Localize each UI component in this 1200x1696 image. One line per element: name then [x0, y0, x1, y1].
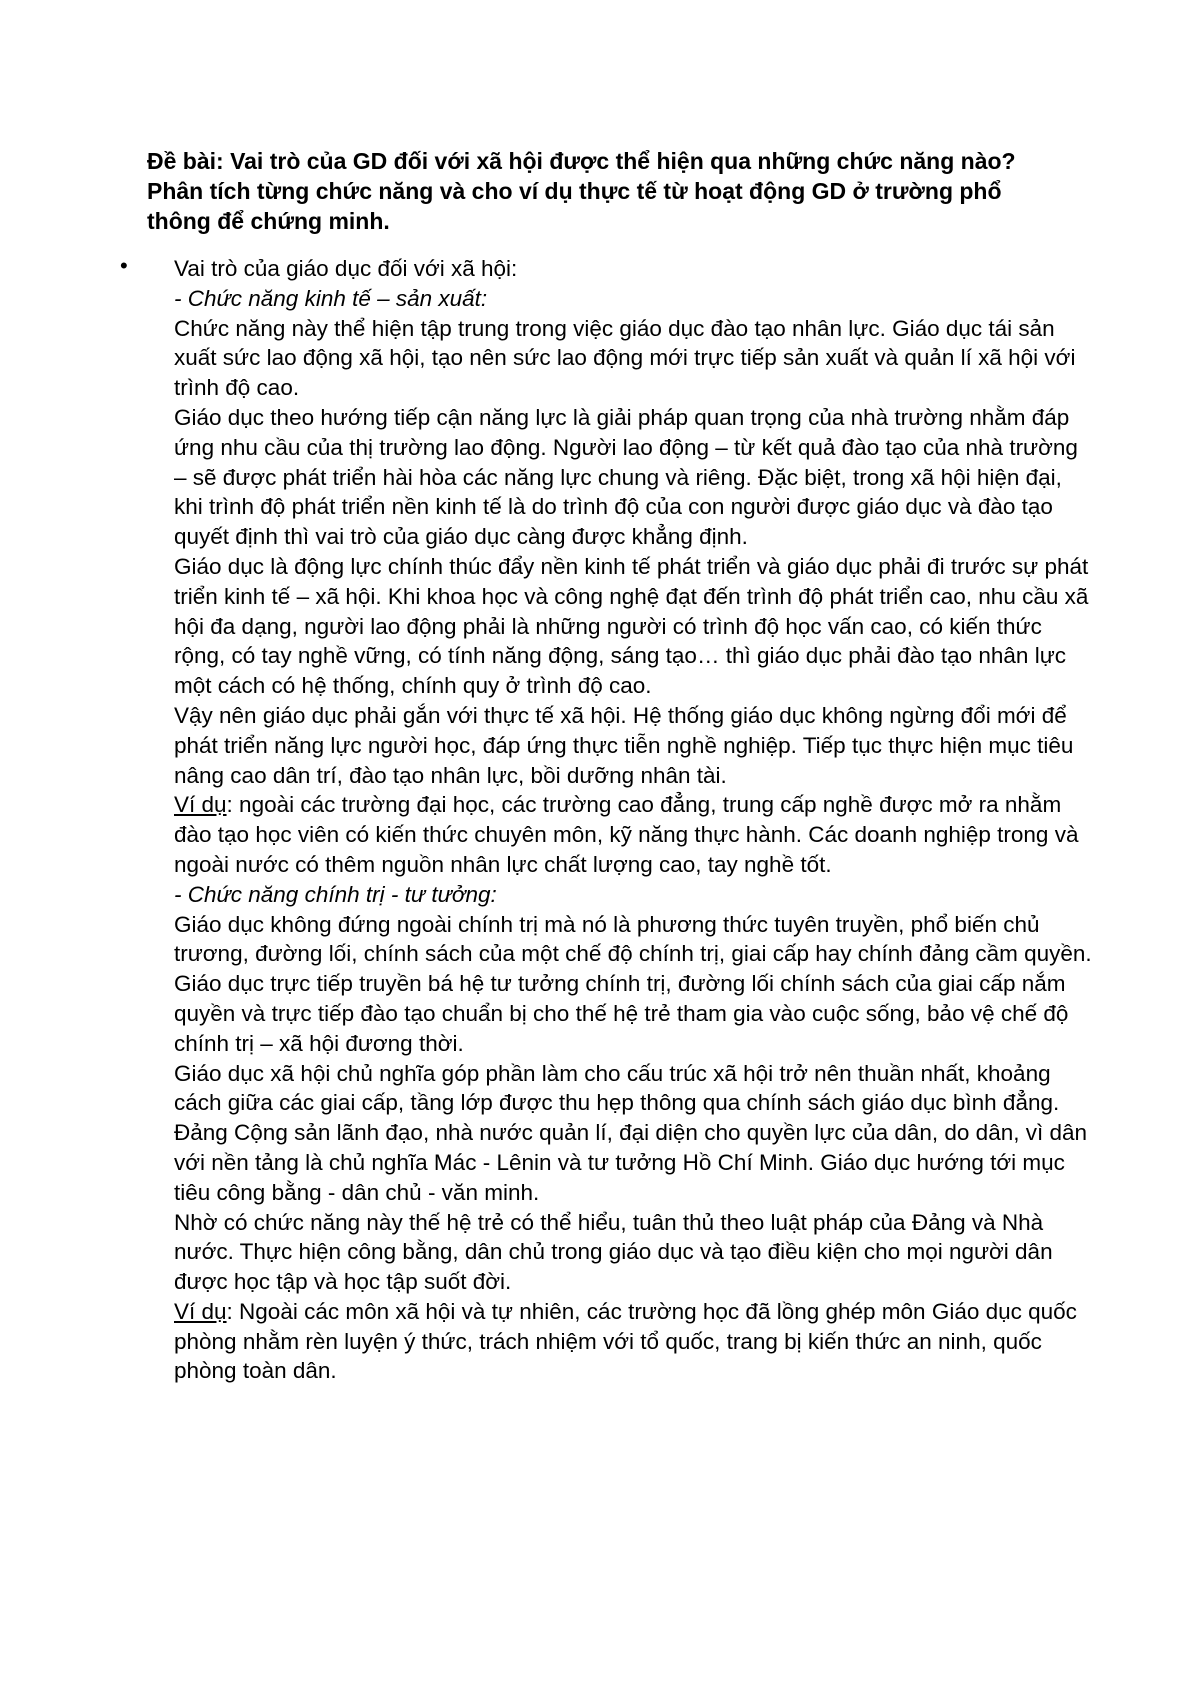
main-content [174, 254, 1094, 1386]
section-political-paragraph-3: Giáo dục xã hội chủ nghĩa góp phần làm cho cấu trúc xã hội trở nên thuần nhất, khoảng cách giữa các giai cấp, tầng lớp được thu hẹp thông qua chính sách giáo dục bình đẳng. [174, 1060, 1060, 1116]
bullet-marker: • [120, 253, 128, 278]
section-economic-paragraph-1: Chức năng này thể hiện tập trung trong việc giáo dục đào tạo nhân lực. Giáo dục tái sản xuất sức lao động xã hội, tạo nên sức lao động mới trực tiếp sản xuất và quản lí xã hội với trình độ cao. [174, 315, 1076, 401]
assignment-title: Đề bài: Vai trò của GD đối với xã hội được thể hiện qua những chức năng nào? Phân tích từng chức năng và cho ví dụ thực tế từ hoạt động GD ở trường phổ thông để chứng minh. [147, 148, 1016, 234]
section-political-heading: - Chức năng chính trị - tư tưởng: [174, 881, 497, 907]
section-economic-example [174, 790, 1094, 879]
section-political-example [174, 1297, 1094, 1386]
section-economic-heading: - Chức năng kinh tế – sản xuất: [174, 285, 488, 311]
section-economic-paragraph-2: Giáo dục theo hướng tiếp cận năng lực là giải pháp quan trọng của nhà trường nhằm đáp ứng nhu cầu của thị trường lao động. Người lao động – từ kết quả đào tạo của nhà trường – sẽ được phát triển hài hòa các năng lực chung và riêng. Đặc biệt, trong xã hội hiện đại, khi trình độ phát triển nền kinh tế là do trình độ của con người được giáo dục và đào tạo quyết định thì vai trò của giáo dục càng được khẳng định. [174, 404, 1078, 550]
section-political-paragraph-5: Nhờ có chức năng này thế hệ trẻ có thể hiểu, tuân thủ theo luật pháp của Đảng và Nhà nước. Thực hiện công bằng, dân chủ trong giáo dục và tạo điều kiện cho mọi người dân được học tập và học tập suốt đời. [174, 1209, 1053, 1295]
example-label: Ví dụ [174, 1298, 227, 1324]
section-political-paragraph-4: Đảng Cộng sản lãnh đạo, nhà nước quản lí, đại diện cho quyền lực của dân, do dân, vì dân với nền tảng là chủ nghĩa Mác - Lênin và tư tưởng Hồ Chí Minh. Giáo dục hướng tới mục tiêu công bằng - dân chủ - văn minh. [174, 1120, 1088, 1205]
section-economic-paragraph-4: Vậy nên giáo dục phải gắn với thực tế xã hội. Hệ thống giáo dục không ngừng đổi mới để phát triển năng lực người học, đáp ứng thực tiễn nghề nghiệp. Tiếp tục thực hiện mục tiêu nâng cao dân trí, đào tạo nhân lực, bồi dưỡng nhân tài. [174, 702, 1074, 788]
example-text: : ngoài các trường đại học, các trường cao đẳng, trung cấp nghề được mở ra nhằm đào tạo học viên có kiến thức chuyên môn, kỹ năng thực hành. Các doanh nghiệp trong và ngoài nước có thêm nguồn nhân lực chất lượng cao, tay nghề tốt. [174, 792, 1079, 877]
section-political-paragraph-2: Giáo dục trực tiếp truyền bá hệ tư tưởng chính trị, đường lối chính sách của giai cấp nắm quyền và trực tiếp đào tạo chuẩn bị cho thế hệ trẻ tham gia vào cuộc sống, bảo vệ chế độ chính trị – xã hội đương thời. [174, 971, 1069, 1056]
example-text: : Ngoài các môn xã hội và tự nhiên, các trường học đã lồng ghép môn Giáo dục quốc phòng nhằm rèn luyện ý thức, trách nhiệm với tổ quốc, trang bị kiến thức an ninh, quốc phòng toàn dân. [174, 1298, 1077, 1384]
example-label: Ví dụ [174, 792, 227, 818]
section-economic-paragraph-3: Giáo dục là động lực chính thúc đẩy nền kinh tế phát triển và giáo dục phải đi trước sự phát triển kinh tế – xã hội. Khi khoa học và công nghệ đạt đến trình độ phát triển cao, nhu cầu xã hội đa dạng, người lao động phải là những người có trình độ học vấn cao, có kiến thức rộng, có tay nghề vững, có tính năng động, sáng tạo… thì giáo dục phải đào tạo nhân lực một cách có hệ thống, chính quy ở trình độ cao. [174, 553, 1089, 699]
bullet-heading: Vai trò của giáo dục đối với xã hội: [174, 256, 518, 281]
section-political-paragraph-1: Giáo dục không đứng ngoài chính trị mà nó là phương thức tuyên truyền, phổ biến chủ trương, đường lối, chính sách của một chế độ chính trị, giai cấp hay chính đảng cầm quyền. [174, 911, 1092, 967]
